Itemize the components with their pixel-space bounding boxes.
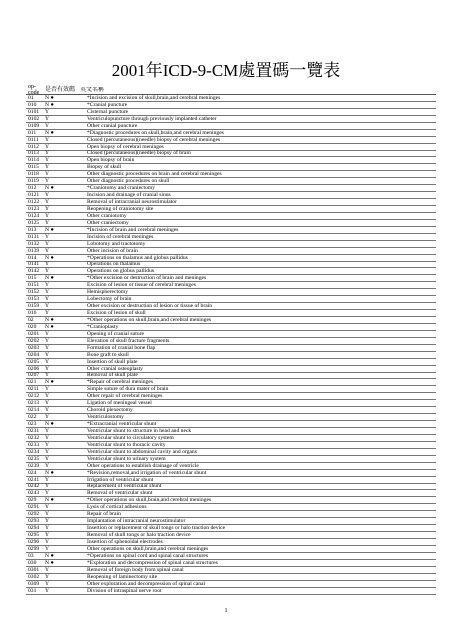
name-cell: Ventricular shunt to structure in head and neck [87, 427, 192, 434]
valid-cell: N ● [45, 469, 54, 476]
code-cell: 0131 [28, 233, 40, 240]
table-row [26, 102, 436, 109]
valid-cell: Y [45, 545, 50, 552]
table-row [26, 116, 436, 123]
name-cell: Removal of intracranial neurostimulator [87, 199, 177, 206]
name-cell: Open biopsy of cerebral meninges [87, 143, 164, 150]
valid-cell: Y [45, 199, 50, 206]
name-cell: *Other excision or destruction of brain and meninges [87, 275, 207, 282]
valid-cell: Y [45, 525, 50, 532]
code-cell: 0309 [28, 580, 40, 587]
valid-cell: Y [45, 296, 50, 303]
code-cell: 0211 [28, 386, 39, 393]
name-cell: Hemispherectomy [87, 289, 129, 296]
code-cell: 0119 [28, 178, 39, 185]
table-row [26, 456, 436, 463]
table-row [26, 421, 436, 428]
valid-cell: Y [45, 310, 50, 317]
valid-cell: Y [45, 372, 50, 379]
table-row [26, 248, 436, 255]
code-cell: 0291 [28, 504, 40, 511]
name-cell: Other craniotomy [87, 212, 127, 219]
table-row [26, 109, 436, 116]
table-row [26, 144, 436, 151]
name-cell: Elevation of skull fracture fragments [87, 337, 170, 344]
table-row [26, 130, 436, 137]
code-cell: 0153 [28, 296, 40, 303]
table-row [26, 282, 436, 289]
code-cell: 0152 [28, 289, 40, 296]
table-row [26, 289, 436, 296]
name-cell: Ligation of meningeal vessel [87, 400, 152, 407]
code-cell: 0233 [28, 441, 40, 448]
table-row [26, 178, 436, 185]
code-cell: 013 [28, 226, 37, 233]
column-header-name: 英文名稱 [80, 86, 105, 93]
name-cell: Formation of cranial bone flap [87, 344, 156, 351]
valid-cell: Y [45, 462, 50, 469]
code-cell: 0201 [28, 330, 40, 337]
code-cell: 0109 [28, 122, 40, 129]
name-cell: Incision and drainage of cranial sinus [87, 192, 171, 199]
code-cell: 0301 [28, 566, 40, 573]
name-cell: Other cranial puncture [87, 122, 138, 129]
code-cell: 021 [28, 379, 37, 386]
table-row [26, 490, 436, 497]
name-cell: *Extracranial ventricular shunt [87, 421, 157, 428]
table-row [26, 123, 436, 130]
code-cell: 0214 [28, 407, 40, 414]
name-cell: Implantation of intracranial neurostimulator [87, 518, 186, 525]
valid-cell: Y [45, 532, 50, 539]
table-row [26, 275, 436, 282]
code-cell: 0296 [28, 538, 40, 545]
name-cell: Other diagnostic procedures on skull [87, 178, 170, 185]
table-row [26, 185, 436, 192]
code-cell: 015 [28, 275, 37, 282]
valid-cell: N ● [45, 185, 54, 192]
code-cell: 0114 [28, 157, 39, 164]
table-body [26, 95, 436, 595]
name-cell: Bone graft to skull [87, 351, 129, 358]
valid-cell: Y [45, 476, 50, 483]
valid-cell: Y [45, 490, 50, 497]
name-cell: Incision of cerebral meninges [87, 233, 154, 240]
code-cell: 0212 [28, 393, 40, 400]
code-cell: 0239 [28, 462, 40, 469]
name-cell: Removal of skull plate [87, 372, 138, 379]
code-cell: 0204 [28, 351, 40, 358]
code-cell: 0207 [28, 372, 40, 379]
table-row [26, 227, 436, 234]
table-row [26, 449, 436, 456]
name-cell: Removal of foreign body from spinal canal [87, 566, 184, 573]
valid-cell: Y [45, 386, 50, 393]
table-row [26, 518, 436, 525]
name-cell: Repair of brain [87, 511, 121, 518]
valid-cell: N ● [45, 559, 54, 566]
code-cell: 012 [28, 185, 37, 192]
code-cell: 0299 [28, 545, 40, 552]
name-cell: Other craniectomy [87, 219, 129, 226]
table-row [26, 567, 436, 574]
code-cell: 0142 [28, 268, 40, 275]
code-cell: 0125 [28, 219, 40, 226]
valid-cell: N ● [45, 254, 54, 261]
valid-cell: Y [45, 122, 50, 129]
table-row [26, 241, 436, 248]
table-row [26, 268, 436, 275]
table-row [26, 317, 436, 324]
code-cell: 0206 [28, 365, 40, 372]
name-cell: Opening of cranial suture [87, 330, 145, 337]
valid-cell: N ● [45, 275, 54, 282]
table-row [26, 296, 436, 303]
code-cell: 0111 [28, 136, 39, 143]
table-row [26, 470, 436, 477]
table-row [26, 352, 436, 359]
table-row [26, 574, 436, 581]
table-row [26, 206, 436, 213]
name-cell: *Operations on thalamus and globus pallidus [87, 254, 188, 261]
table-row [26, 345, 436, 352]
table-row [26, 324, 436, 331]
table-row [26, 442, 436, 449]
name-cell: Other incision of brain [87, 247, 138, 254]
valid-cell: Y [45, 580, 50, 587]
code-cell: 0115 [28, 164, 39, 171]
name-cell: Ventricular shunt to urinary system [87, 455, 166, 462]
name-cell: Lobotomy and tractotomy [87, 240, 146, 247]
name-cell: *Craniotomy and craniectomy [87, 185, 156, 192]
valid-cell: Y [45, 261, 50, 268]
name-cell: *Revision,removal,and irrigation of ventricular shunt [87, 469, 207, 476]
name-cell: Other exploration and decompression of spinal canal [87, 580, 206, 587]
valid-cell: Y [45, 164, 50, 171]
valid-cell: Y [45, 427, 50, 434]
table-row [26, 504, 436, 511]
procedure-code-table [26, 85, 436, 595]
valid-cell: Y [45, 358, 50, 365]
table-row [26, 407, 436, 414]
table-header [26, 85, 436, 95]
name-cell: Other excision or destruction of lesion or tissue of brain [87, 303, 213, 310]
valid-cell: Y [45, 351, 50, 358]
page-number: 1 [224, 608, 228, 614]
table-row [26, 463, 436, 470]
page-title: 2001年ICD-9-CM處置碼一覽表 [111, 61, 341, 80]
code-cell: 016 [28, 310, 37, 317]
code-cell: 03 [28, 552, 34, 559]
name-cell: Removal of skull tongs or halo traction device [87, 532, 191, 539]
valid-cell: Y [45, 483, 50, 490]
name-cell: Operations on globus pallidus [87, 268, 154, 275]
column-header-code: op-code [28, 83, 40, 96]
table-row [26, 414, 436, 421]
name-cell: Ventriculopuncture through previously implanted catheter [87, 115, 217, 122]
valid-cell: Y [45, 247, 50, 254]
name-cell: Other operations to establish drainage of ventricle [87, 462, 199, 469]
valid-cell: Y [45, 441, 50, 448]
code-cell: 0203 [28, 344, 40, 351]
name-cell: Removal of ventricular shunt [87, 490, 153, 497]
valid-cell: Y [45, 504, 50, 511]
name-cell: Reopening of craniotomy site [87, 205, 154, 212]
table-row [26, 539, 436, 546]
name-cell: Insertion of skull plate [87, 358, 138, 365]
code-cell: 0302 [28, 573, 40, 580]
valid-cell: N ● [45, 552, 54, 559]
code-cell: 0102 [28, 115, 40, 122]
code-cell: 0121 [28, 192, 40, 199]
valid-cell: Y [45, 407, 50, 414]
table-row [26, 400, 436, 407]
code-cell: 02 [28, 316, 34, 323]
valid-cell: Y [45, 365, 50, 372]
code-cell: 030 [28, 559, 37, 566]
name-cell: Irrigation of ventricular shunt [87, 476, 154, 483]
name-cell: Insertion of sphenoidal electrodes [87, 538, 163, 545]
table-row [26, 171, 436, 178]
valid-cell: Y [45, 566, 50, 573]
code-cell: 0235 [28, 455, 40, 462]
name-cell: *Exploration and decompression of spinal canal structures [87, 559, 218, 566]
code-cell: 0123 [28, 205, 40, 212]
code-cell: 0124 [28, 212, 40, 219]
name-cell: Other diagnostic procedures on brain and cerebral meninges [87, 171, 222, 178]
valid-cell: Y [45, 538, 50, 545]
table-row [26, 532, 436, 539]
name-cell: Division of intraspinal nerve root [87, 587, 162, 594]
name-cell: Other operations on skull,brain,and cerebral meninges [87, 545, 209, 552]
table-row [26, 359, 436, 366]
name-cell: Simple suture of dura mater of brain [87, 386, 169, 393]
table-row [26, 477, 436, 484]
table-row [26, 484, 436, 491]
name-cell: *Incision and excision of skull,brain,and cerebral meninges [87, 94, 221, 101]
valid-cell: Y [45, 344, 50, 351]
valid-cell: Y [45, 573, 50, 580]
table-row [26, 379, 436, 386]
table-row [26, 234, 436, 241]
code-cell: 020 [28, 323, 37, 330]
table-row [26, 213, 436, 220]
code-cell: 0139 [28, 247, 40, 254]
code-cell: 0113 [28, 150, 39, 157]
name-cell: Lobectomy of brain [87, 296, 132, 303]
valid-cell: Y [45, 330, 50, 337]
valid-cell: Y [45, 303, 50, 310]
code-cell: 0122 [28, 199, 40, 206]
code-cell: 0234 [28, 448, 40, 455]
name-cell: Ventricular shunt to thoracic cavity [87, 441, 166, 448]
table-row [26, 386, 436, 393]
code-cell: 0132 [28, 240, 40, 247]
table-row [26, 366, 436, 373]
code-cell: 0213 [28, 400, 40, 407]
code-cell: 01 [28, 94, 34, 101]
code-cell: 0205 [28, 358, 40, 365]
code-cell: 0202 [28, 337, 40, 344]
table-row [26, 303, 436, 310]
table-row [26, 157, 436, 164]
table-row [26, 546, 436, 553]
table-row [26, 262, 436, 269]
code-cell: 010 [28, 101, 37, 108]
valid-cell: Y [45, 192, 50, 199]
code-cell: 0232 [28, 434, 40, 441]
valid-cell: Y [45, 143, 50, 150]
column-header-valid: 是否有效碼 [45, 86, 76, 93]
name-cell: Operations on thalamus [87, 261, 141, 268]
name-cell: *Diagnostic procedures on skull,brain,and cerebral meninges [87, 129, 224, 136]
valid-cell: N ● [45, 129, 54, 136]
table-row [26, 338, 436, 345]
valid-cell: N ● [45, 94, 54, 101]
valid-cell: Y [45, 108, 50, 115]
name-cell: Replacement of ventricular shunt [87, 483, 162, 490]
name-cell: Open biopsy of brain [87, 157, 135, 164]
valid-cell: Y [45, 157, 50, 164]
valid-cell: Y [45, 511, 50, 518]
valid-cell: Y [45, 455, 50, 462]
name-cell: Biopsy of skull [87, 164, 122, 171]
valid-cell: Y [45, 178, 50, 185]
code-cell: 0112 [28, 143, 39, 150]
table-row [26, 553, 436, 560]
name-cell: *Cranial puncture [87, 101, 128, 108]
table-row [26, 137, 436, 144]
valid-cell: N ● [45, 316, 54, 323]
table-row [26, 331, 436, 338]
code-cell: 0159 [28, 303, 40, 310]
code-cell: 024 [28, 469, 37, 476]
valid-cell: Y [45, 205, 50, 212]
table-row [26, 164, 436, 171]
valid-cell: Y [45, 219, 50, 226]
code-cell: 0231 [28, 427, 40, 434]
code-cell: 023 [28, 421, 37, 428]
code-cell: 0241 [28, 476, 40, 483]
table-row [26, 220, 436, 227]
valid-cell: N ● [45, 379, 54, 386]
name-cell: Insertion or replacement of skull tongs or halo traction device [87, 525, 226, 532]
code-cell: 0242 [28, 483, 40, 490]
table-row [26, 255, 436, 262]
valid-cell: N ● [45, 226, 54, 233]
name-cell: Closed (percutaneous)(needle) biopsy of brain [87, 150, 191, 157]
code-cell: 029 [28, 497, 37, 504]
valid-cell: Y [45, 268, 50, 275]
name-cell: Cisternal puncture [87, 108, 129, 115]
valid-cell: Y [45, 587, 50, 594]
valid-cell: Y [45, 289, 50, 296]
table-row [26, 525, 436, 532]
name-cell: *Incision of brain and cerebral meninges [87, 226, 179, 233]
valid-cell: N ● [45, 101, 54, 108]
table-row [26, 151, 436, 158]
name-cell: *Other operations on skull,brain,and cerebral meninges [87, 497, 212, 504]
valid-cell: Y [45, 337, 50, 344]
code-cell: 0151 [28, 282, 40, 289]
table-row [26, 428, 436, 435]
code-cell: 0141 [28, 261, 40, 268]
table-row [26, 435, 436, 442]
valid-cell: N ● [45, 497, 54, 504]
name-cell: Other cranial osteoplasty [87, 365, 143, 372]
table-row [26, 497, 436, 504]
code-cell: 014 [28, 254, 37, 261]
valid-cell: N ● [45, 323, 54, 330]
code-cell: 0292 [28, 511, 40, 518]
valid-cell: N ● [45, 421, 54, 428]
valid-cell: Y [45, 282, 50, 289]
name-cell: Lysis of cortical adhesions [87, 504, 147, 511]
code-cell: 0101 [28, 108, 40, 115]
table-row [26, 310, 436, 317]
name-cell: *Operations on spinal cord and spinal canal structures [87, 552, 209, 559]
valid-cell: Y [45, 518, 50, 525]
name-cell: Excision of lesion or tissue of cerebral meninges [87, 282, 196, 289]
name-cell: *Other operations on skull,brain,and cerebral meninges [87, 316, 212, 323]
code-cell: 011 [28, 129, 37, 136]
table-row [26, 373, 436, 380]
table-row [26, 199, 436, 206]
code-cell: 0293 [28, 518, 40, 525]
code-cell: 0243 [28, 490, 40, 497]
table-row [26, 393, 436, 400]
valid-cell: Y [45, 115, 50, 122]
valid-cell: Y [45, 414, 50, 421]
valid-cell: Y [45, 400, 50, 407]
valid-cell: Y [45, 150, 50, 157]
code-cell: 022 [28, 414, 37, 421]
name-cell: Ventriculostomy [87, 414, 124, 421]
valid-cell: Y [45, 448, 50, 455]
valid-cell: Y [45, 171, 50, 178]
valid-cell: Y [45, 212, 50, 219]
code-cell: 0118 [28, 171, 39, 178]
valid-cell: Y [45, 393, 50, 400]
valid-cell: Y [45, 136, 50, 143]
table-row [26, 511, 436, 518]
name-cell: Ventricular shunt to abdominal cavity and organs [87, 448, 197, 455]
valid-cell: Y [45, 434, 50, 441]
valid-cell: Y [45, 233, 50, 240]
name-cell: Ventricular shunt to circulatory system [87, 434, 174, 441]
table-row [26, 95, 436, 102]
name-cell: Reopening of laminectomy site [87, 573, 158, 580]
code-cell: 031 [28, 587, 37, 594]
table-row [26, 560, 436, 567]
name-cell: Other repair of cerebral meninges [87, 393, 163, 400]
name-cell: *Repair of cerebral meninges [87, 379, 154, 386]
name-cell: Excision of lesion of skull [87, 310, 146, 317]
table-row [26, 192, 436, 199]
code-cell: 0294 [28, 525, 40, 532]
name-cell: Closed (percutaneous)(needle) biopsy of cerebral meninges [87, 136, 221, 143]
code-cell: 0295 [28, 532, 40, 539]
table-row [26, 588, 436, 595]
name-cell: *Cranioplasty [87, 323, 119, 330]
valid-cell: Y [45, 240, 50, 247]
table-row [26, 581, 436, 588]
name-cell: Choroid plexectomy [87, 407, 133, 414]
